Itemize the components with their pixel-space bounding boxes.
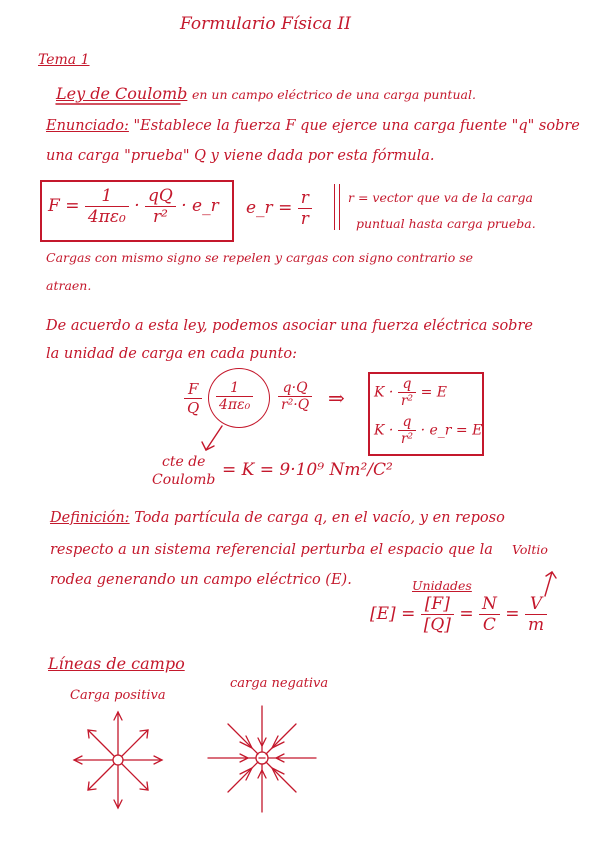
section-heading-tema-1: Tema 1 — [38, 52, 90, 68]
units-label: Unidades — [412, 578, 472, 593]
box2-den: r² — [400, 431, 414, 447]
enunciado-text-1: "Establece la fuerza F que ejerce una carga fuente "q" sobre — [133, 118, 580, 134]
box1-post: = E — [420, 384, 447, 401]
positive-charge-dot — [113, 755, 123, 765]
box2-num: q — [398, 414, 416, 431]
definition-text-1: Toda partícula de carga q, en el vacío, y en reposo — [134, 510, 505, 526]
field-lhs-num: F — [184, 380, 202, 399]
bubble-den: 4πε₀ — [219, 397, 251, 413]
enunciado-line-2: una carga "prueba" Q y viene dada por esta fórmula. — [46, 148, 435, 164]
coulomb-heading-law: Ley de Coulomb — [56, 84, 188, 103]
page-title: Formulario Física II — [180, 14, 351, 34]
cte-label-1: cte de — [162, 454, 206, 470]
field-intro-line-1: De acuerdo a esta ley, podemos asociar una fuerza eléctrica sobre — [46, 318, 533, 334]
definition-line-3: rodea generando un campo eléctrico (E). — [50, 572, 352, 588]
formula-tail: · e_r — [181, 196, 219, 216]
units-eq-2: = — [505, 604, 520, 624]
units-num-2: N — [479, 594, 500, 615]
cte-label-2: Coulomb — [152, 472, 216, 488]
units-den-2: C — [482, 615, 496, 635]
field-rhs-den: r²·Q — [281, 397, 310, 413]
units-den-3: m — [527, 615, 545, 635]
units-lhs: [E] = — [370, 604, 416, 624]
neg-line-sw — [228, 762, 258, 792]
formula-num-1: 1 — [85, 186, 129, 207]
field-lines-heading: Líneas de campo — [48, 654, 185, 673]
neg-line-ne — [266, 724, 296, 754]
signs-line-1: Cargas con mismo signo se repelen y cargas con signo contrario se — [46, 250, 474, 265]
pos-line-ne — [122, 730, 148, 756]
pos-line-se — [122, 764, 148, 790]
signs-line-2: atraen. — [46, 278, 92, 293]
field-lhs-den: Q — [187, 399, 200, 417]
positive-charge-label: Carga positiva — [70, 688, 166, 703]
units-num-1: [F] — [421, 594, 454, 615]
unit-vector-num: r — [298, 188, 312, 209]
bubble-num: 1 — [216, 380, 253, 397]
unit-vector-note-2: puntual hasta carga prueba. — [356, 216, 536, 231]
enunciado-label: Enunciado: — [46, 118, 129, 134]
definition-label: Definición: — [50, 510, 130, 526]
field-rhs-num: q·Q — [278, 380, 312, 397]
units-den-1: [Q] — [423, 615, 451, 635]
formula-num-2: qQ — [145, 186, 176, 207]
pos-line-sw — [88, 764, 114, 790]
implies-arrow: ⇒ — [328, 386, 345, 410]
box1-pre: K · — [374, 384, 394, 401]
formula-dot: · — [134, 196, 140, 216]
pos-line-nw — [88, 730, 114, 756]
units-eq-1: = — [459, 604, 474, 624]
formula-den-2: r² — [152, 207, 168, 227]
positive-charge-diagram — [74, 712, 162, 808]
field-intro-line-2: la unidad de carga en cada punto: — [46, 346, 297, 362]
formula-lhs: F = — [48, 196, 80, 216]
definition-line-2: respecto a un sistema referencial perturba el espacio que la — [50, 542, 493, 558]
units-num-3: V — [525, 594, 547, 615]
negative-charge-diagram — [208, 706, 316, 812]
coulomb-heading-rest: en un campo eléctrico de una carga puntual. — [191, 87, 476, 102]
box2-post: · e_r = E — [420, 422, 483, 439]
box1-den: r² — [400, 393, 414, 409]
formula-den-1: 4πε₀ — [87, 207, 126, 227]
voltio-note: Voltio — [512, 542, 548, 557]
box1-num: q — [398, 376, 416, 393]
unit-vector-lhs: e_r = — [246, 198, 293, 218]
neg-line-se — [266, 762, 296, 792]
negative-charge-label: carga negativa — [230, 676, 329, 691]
box2-pre: K · — [374, 422, 394, 439]
unit-vector-den: r — [300, 209, 309, 229]
coulomb-constant-value: = K = 9·10⁹ Nm²/C² — [222, 460, 393, 480]
neg-line-nw — [228, 724, 258, 754]
unit-vector-note-1: r = vector que va de la carga — [348, 190, 533, 205]
